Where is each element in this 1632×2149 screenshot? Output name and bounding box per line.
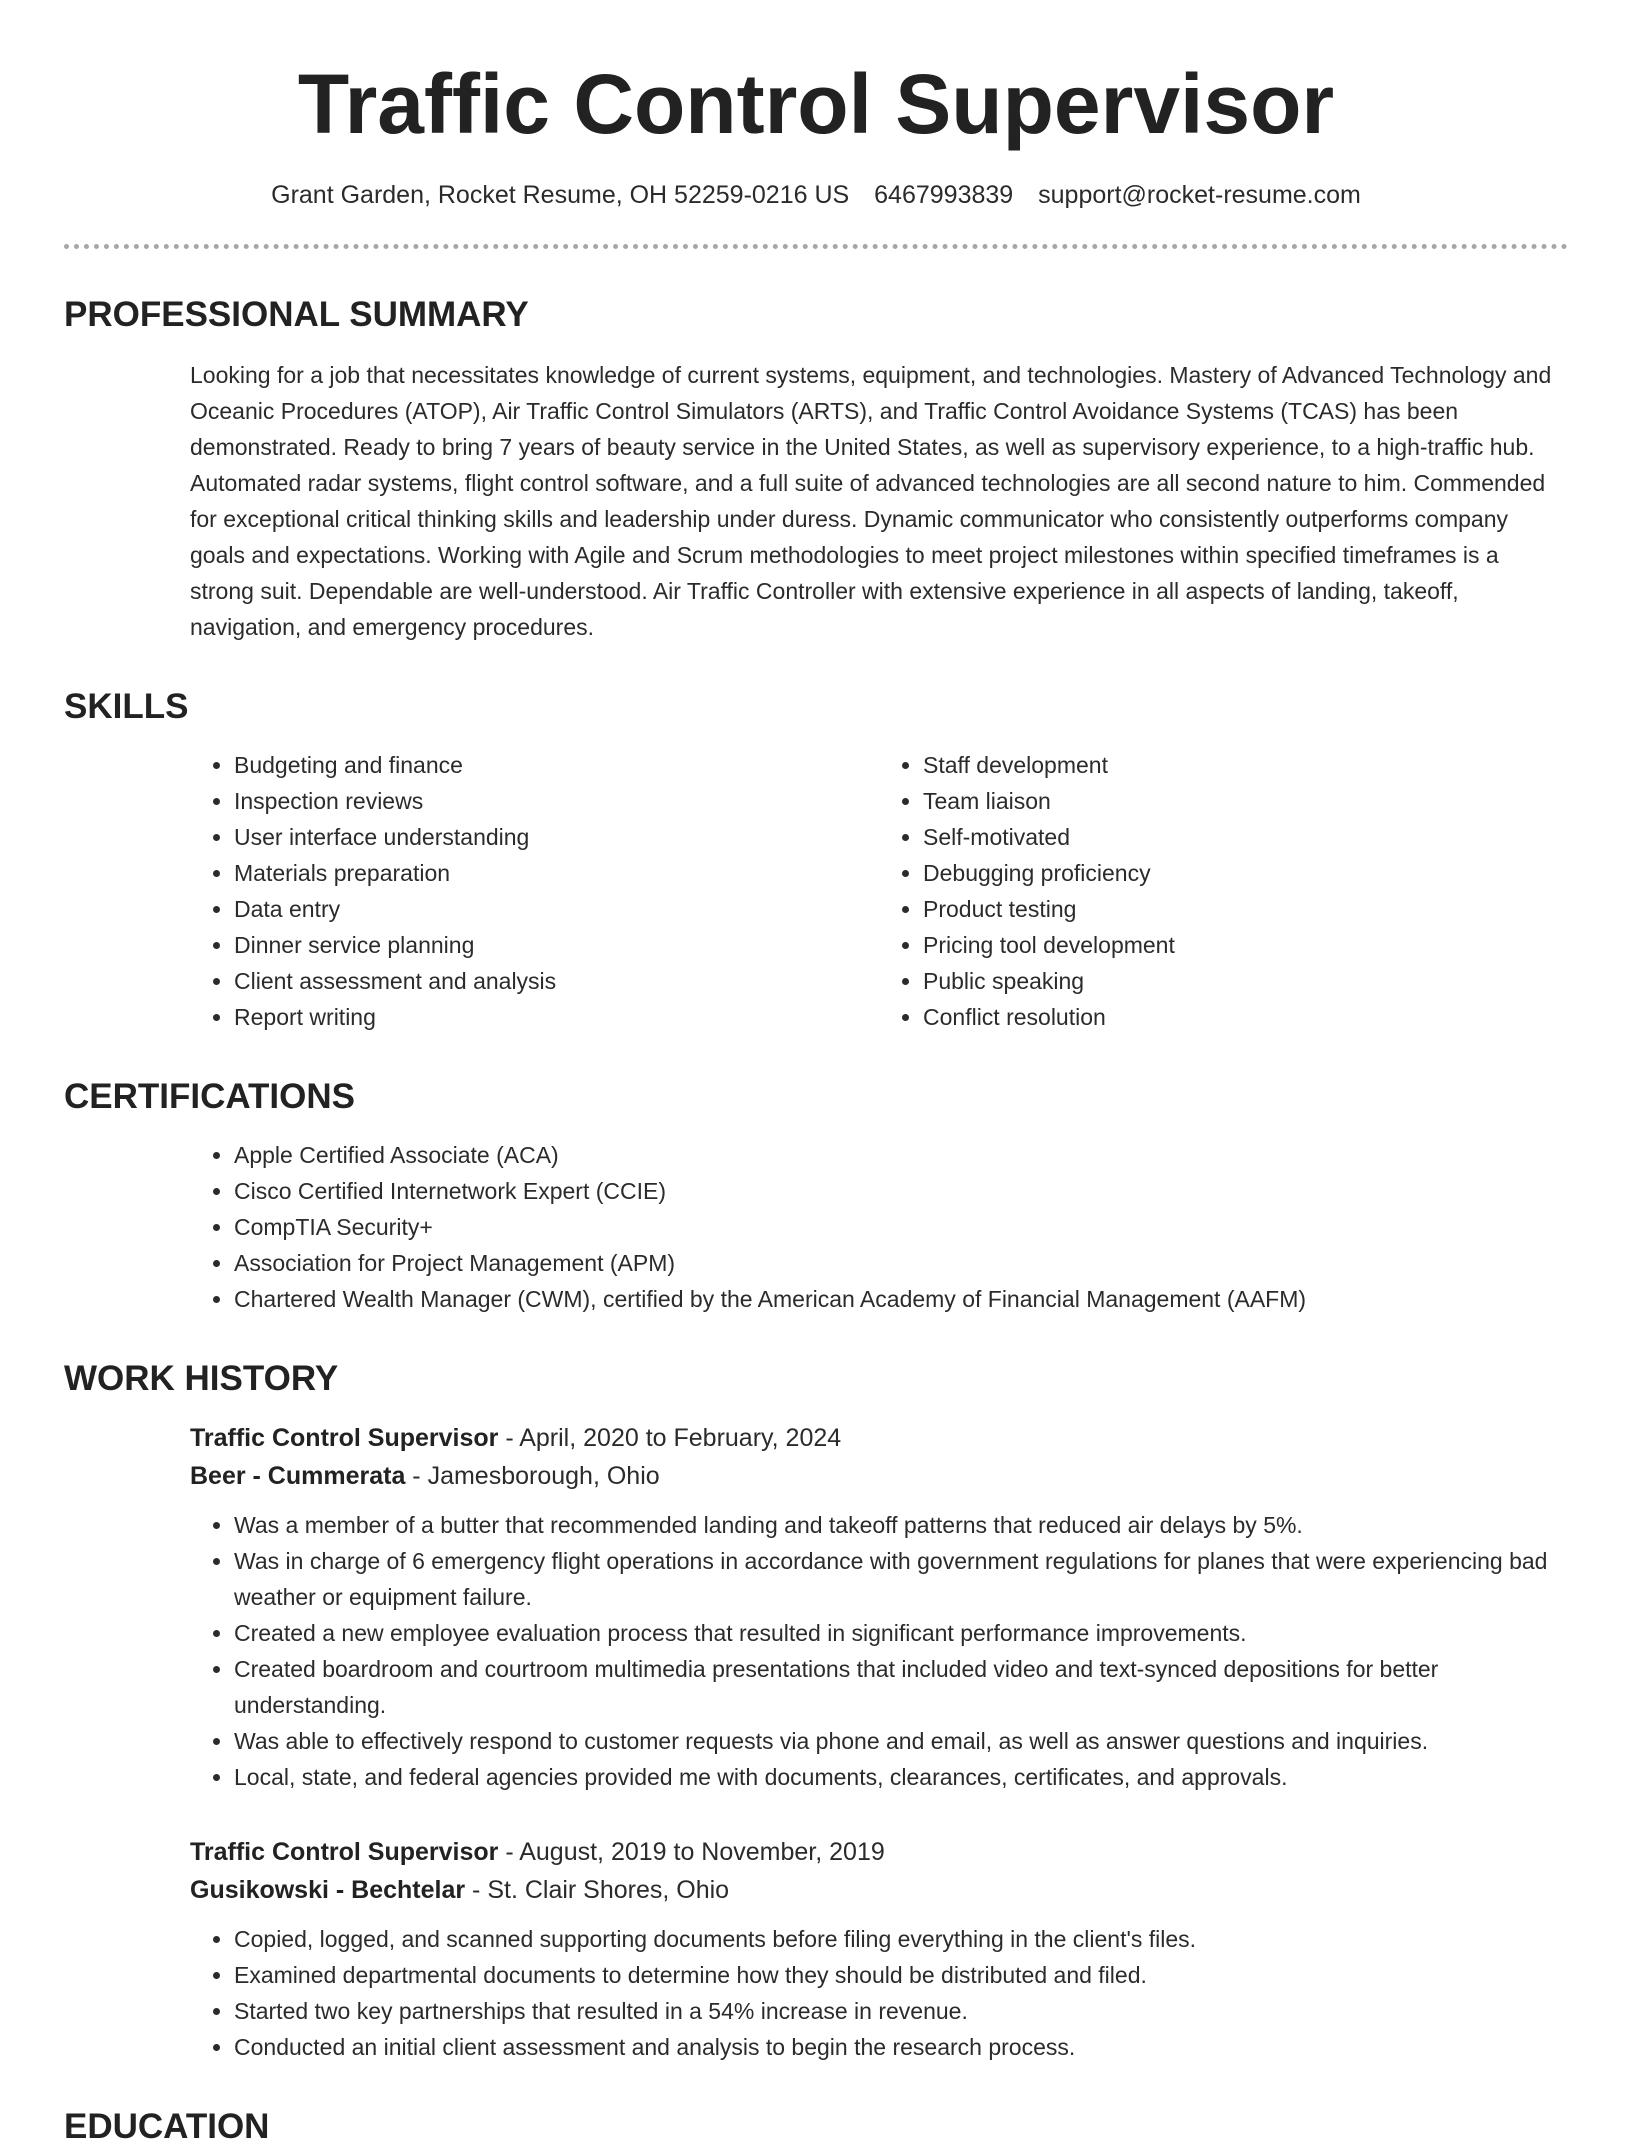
skills-list-right [879, 747, 1568, 1035]
skills-grid [190, 729, 1568, 1035]
job-entry [190, 1419, 1568, 1795]
contact-address: Grant Garden, Rocket Resume, OH 52259-0216 US [271, 181, 850, 209]
skill-item: • Materials preparation [234, 855, 879, 891]
certifications-section [64, 1075, 1568, 1317]
skills-list-left [190, 747, 879, 1035]
job-dates: - August, 2019 to November, 2019 [498, 1838, 885, 1866]
job-dates: - April, 2020 to February, 2024 [498, 1424, 842, 1452]
job-bullet: • Local, state, and federal agencies provided me with documents, clearances, certificates, and approvals. [234, 1759, 1568, 1795]
job-location: - Jamesborough, Ohio [405, 1462, 660, 1490]
job-location: - St. Clair Shores, Ohio [465, 1876, 730, 1904]
skill-item: • Report writing [234, 999, 879, 1035]
summary-title: PROFESSIONAL SUMMARY [64, 295, 529, 334]
job-company-line [190, 1457, 1568, 1495]
contact-phone: 6467993839 [874, 181, 1014, 209]
job-title-line [190, 1833, 1568, 1871]
skills-section [64, 685, 1568, 1035]
skill-item: • Self-motivated [923, 819, 1568, 855]
skills-title: SKILLS [64, 687, 189, 726]
skill-item: • Inspection reviews [234, 783, 879, 819]
job-bullet: • Created boardroom and courtroom multimedia presentations that included video and text-synced depositions for better understanding. [234, 1651, 1568, 1723]
skill-item: • Debugging proficiency [923, 855, 1568, 891]
certification-item: • Chartered Wealth Manager (CWM), certified by the American Academy of Financial Management (AAFM) [234, 1281, 1568, 1317]
work-history-section [64, 1357, 1568, 2065]
skill-item: • Data entry [234, 891, 879, 927]
job-bullets [190, 1921, 1568, 2065]
education-title: EDUCATION [64, 2107, 270, 2146]
job-title: Traffic Control Supervisor [190, 1424, 499, 1452]
header-divider [64, 244, 1568, 249]
skill-item: • Product testing [923, 891, 1568, 927]
contact-email: support@rocket-resume.com [1038, 181, 1361, 209]
skill-item: • Team liaison [923, 783, 1568, 819]
certification-item: • Association for Project Management (APM) [234, 1245, 1568, 1281]
job-bullet: • Was a member of a butter that recommended landing and takeoff patterns that reduced air delays by 5%. [234, 1507, 1568, 1543]
job-title-line [190, 1419, 1568, 1457]
contact-line [64, 178, 1568, 212]
certifications-title: CERTIFICATIONS [64, 1077, 356, 1116]
skill-item: • Public speaking [923, 963, 1568, 999]
job-bullet: • Was in charge of 6 emergency flight operations in accordance with government regulations for planes that were experiencing bad weather or equipment failure. [234, 1543, 1568, 1615]
skill-item: • Budgeting and finance [234, 747, 879, 783]
job-title: Traffic Control Supervisor [190, 1838, 499, 1866]
job-bullet: • Started two key partnerships that resulted in a 54% increase in revenue. [234, 1993, 1568, 2029]
job-company: Beer - Cummerata [190, 1462, 406, 1490]
summary-section [64, 293, 1568, 645]
skill-item: • Dinner service planning [234, 927, 879, 963]
job-entry [190, 1833, 1568, 2065]
certification-item: • CompTIA Security+ [234, 1209, 1568, 1245]
job-bullets [190, 1507, 1568, 1795]
job-company: Gusikowski - Bechtelar [190, 1876, 466, 1904]
certification-item: • Cisco Certified Internetwork Expert (CCIE) [234, 1173, 1568, 1209]
summary-text: Looking for a job that necessitates knowledge of current systems, equipment, and technologies. Mastery of Advanced Technology and Oceanic Procedures (ATOP), Air Traffic Control Simulators (ARTS), and Traffic Control Avoidance Systems (TCAS) has been demonstrated. Ready to bring 7 years of beauty service in the United States, as well as supervisory experience, to a high-traffic hub. Automated radar systems, flight control software, and a full suite of advanced technologies are all second nature to him. Commended for exceptional critical thinking skills and leadership under duress. Dynamic communicator who consistently outperforms company goals and expectations. Working with Agile and Scrum methodologies to meet project milestones within specified timeframes is a strong suit. Dependable are well-understood. Air Traffic Controller with extensive experience in all aspects of landing, takeoff, navigation, and emergency procedures. [190, 362, 1552, 640]
skill-item: • Pricing tool development [923, 927, 1568, 963]
job-bullet: • Examined departmental documents to determine how they should be distributed and filed. [234, 1957, 1568, 1993]
job-bullet: • Conducted an initial client assessment and analysis to begin the research process. [234, 2029, 1568, 2065]
skill-item: • Client assessment and analysis [234, 963, 879, 999]
work-history-title: WORK HISTORY [64, 1359, 339, 1398]
skill-item: • Staff development [923, 747, 1568, 783]
certifications-list [190, 1137, 1568, 1317]
resume-name: Traffic Control Supervisor [297, 57, 1335, 151]
job-bullet: • Copied, logged, and scanned supporting documents before filing everything in the client's files. [234, 1921, 1568, 1957]
skill-item: • Conflict resolution [923, 999, 1568, 1035]
certification-item: • Apple Certified Associate (ACA) [234, 1137, 1568, 1173]
job-company-line [190, 1871, 1568, 1909]
skill-item: • User interface understanding [234, 819, 879, 855]
job-bullet: • Was able to effectively respond to customer requests via phone and email, as well as answer questions and inquiries. [234, 1723, 1568, 1759]
job-bullet: • Created a new employee evaluation process that resulted in significant performance improvements. [234, 1615, 1568, 1651]
